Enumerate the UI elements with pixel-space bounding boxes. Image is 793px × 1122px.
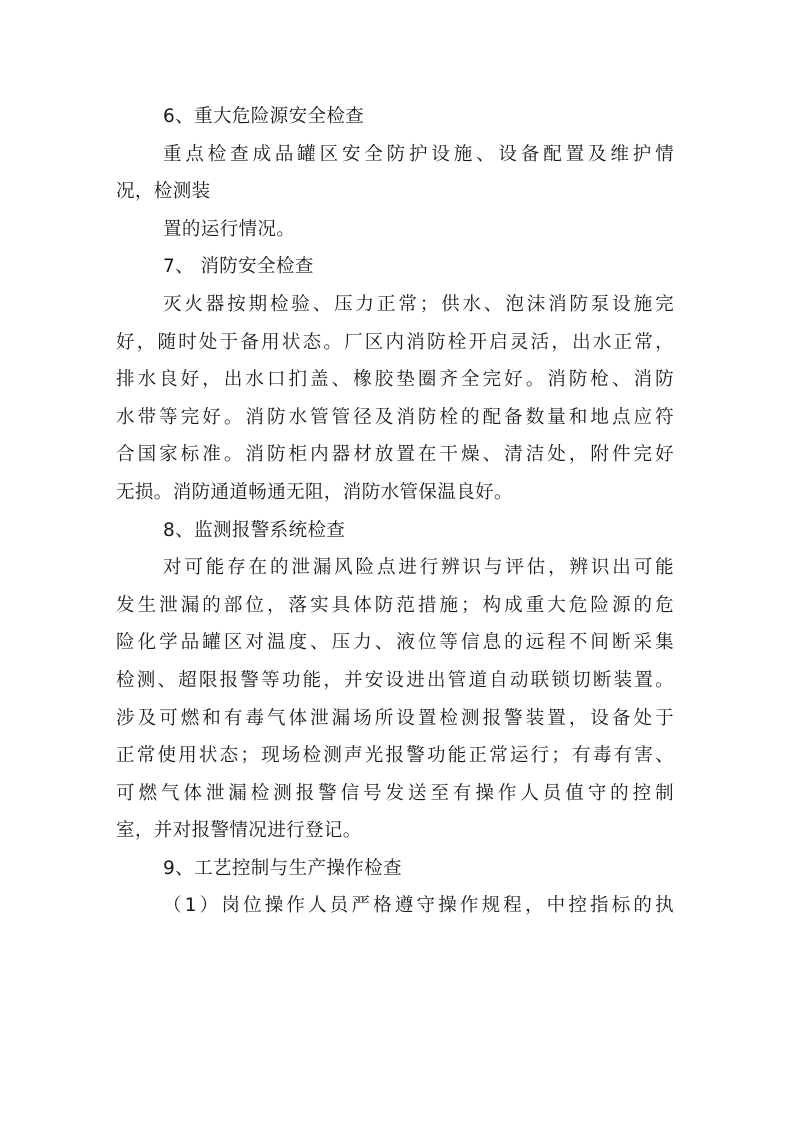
paragraph-line: 无损。消防通道畅通无阻，消防水管保温良好。 [116,481,513,503]
paragraph-line: （1）岗位操作人员严格遵守操作规程，中控指标的执 [163,895,674,917]
section-heading-9: 9、工艺控制与生产操作检查 [163,857,402,879]
paragraph-line: 水带等完好。消防水管管径及消防栓的配备数量和地点应符 [116,406,674,428]
section-heading-6: 6、重大危险源安全检查 [163,106,365,127]
paragraph-line: 室，并对报警情况进行登记。 [116,820,362,842]
paragraph-line: 况，检测装 [116,181,211,203]
paragraph-line: 险化学品罐区对温度、压力、液位等信息的远程不间断采集 [116,632,674,654]
paragraph-line: 好，随时处于备用状态。厂区内消防栓开启灵活，出水正常， [116,331,674,353]
paragraph-line: 可燃气体泄漏检测报警信号发送至有操作人员值守的控制 [116,782,674,804]
paragraph-line: 灭火器按期检验、压力正常；供水、泡沫消防泵设施完 [163,293,674,315]
paragraph-line: 正常使用状态；现场检测声光报警功能正常运行；有毒有害、 [116,745,674,767]
paragraph-line: 置的运行情况。 [163,218,296,240]
document-body [116,98,674,925]
paragraph-line: 对可能存在的泄漏风险点进行辨识与评估，辨识出可能 [163,557,674,579]
paragraph-line: 检测、超限报警等功能，并安设进出管道自动联锁切断装置。 [116,669,674,691]
paragraph-line: 重点检查成品罐区安全防护设施、设备配置及维护情 [163,143,674,165]
paragraph-line: 发生泄漏的部位，落实具体防范措施；构成重大危险源的危 [116,594,674,616]
paragraph-line: 涉及可燃和有毒气体泄漏场所设置检测报警装置，设备处于 [116,707,674,729]
section-heading-7: 7、 消防安全检查 [163,256,314,278]
section-heading-8: 8、监测报警系统检查 [163,519,346,541]
paragraph-line: 排水良好，出水口扪盖、橡胶垫圈齐全完好。消防枪、消防 [116,369,674,391]
paragraph-line: 合国家标准。消防柜内器材放置在干燥、清洁处，附件完好 [116,444,674,466]
